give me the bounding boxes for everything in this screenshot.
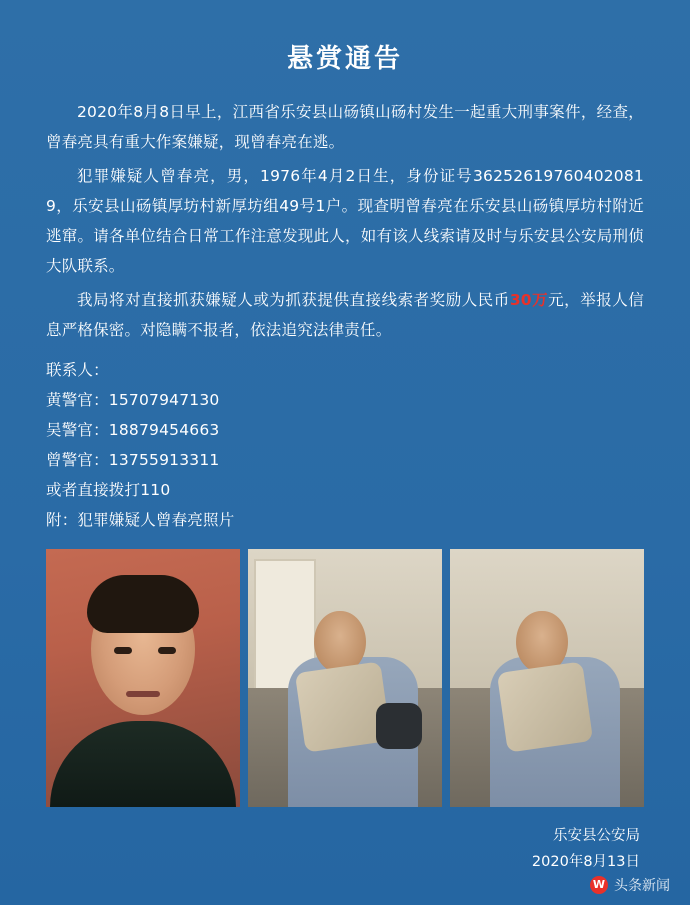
suspect-photo-gallery <box>46 549 644 807</box>
portrait-shoulders <box>50 721 236 807</box>
contact-wu: 吴警官：18879454663 <box>46 421 220 439</box>
watermark-label: 头条新闻 <box>614 878 670 894</box>
portrait-eye-right <box>158 647 176 654</box>
contacts-label: 联系人： <box>46 361 109 379</box>
contact-emergency: 或者直接拨打110 <box>46 481 171 499</box>
portrait-hair <box>87 575 199 633</box>
watermark <box>590 875 670 895</box>
issue-date: 2020年8月13日 <box>531 854 640 870</box>
poster-footer <box>46 823 644 875</box>
suspect-photo-surveillance-1 <box>248 549 442 807</box>
contact-huang: 黄警官：15707947130 <box>46 391 220 409</box>
contacts-block <box>46 355 644 535</box>
contact-zeng: 曾警官：13755913311 <box>46 451 220 469</box>
suspect-photo-portrait <box>46 549 240 807</box>
paragraph-incident: 2020年8月8日早上，江西省乐安县山砀镇山砀村发生一起重大刑事案件，经查，曾春亮具有重大作案嫌疑，现曾春亮在逃。 <box>46 103 644 151</box>
notice-body <box>46 97 644 345</box>
reward-text-after: 元，举报人信息严格保密。对隐瞒不报者，依法追究法律责任。 <box>46 291 645 339</box>
page-title: 悬赏通告 <box>286 44 403 74</box>
portrait-mouth <box>126 691 160 697</box>
suspect-photo-surveillance-2 <box>450 549 644 807</box>
portrait-eye-left <box>114 647 132 654</box>
reward-amount: 30万 <box>509 291 549 309</box>
surveillance-dark-object <box>376 703 422 749</box>
issuing-authority: 乐安县公安局 <box>553 828 640 844</box>
attachment-label: 附：犯罪嫌疑人曾春亮照片 <box>46 511 235 529</box>
paragraph-suspect-info: 犯罪嫌疑人曾春亮，男，1976年4月2日生，身份证号36252619760402081 9，乐安县山砀镇厚坊村新厚坊组49号1户。现查明曾春亮在乐安县山砀镇厚坊村附近逃窜。请各单位结合日常工作注意发现此人，如有该人线索请及时与乐安县公安局刑侦大队联系。 <box>46 167 644 275</box>
weibo-icon: W <box>590 876 608 894</box>
paragraph-reward <box>46 285 644 345</box>
reward-text-before: 我局将对直接抓获嫌疑人或为抓获提供直接线索者奖励人民币 <box>77 291 510 309</box>
surveillance2-towel <box>497 661 593 752</box>
